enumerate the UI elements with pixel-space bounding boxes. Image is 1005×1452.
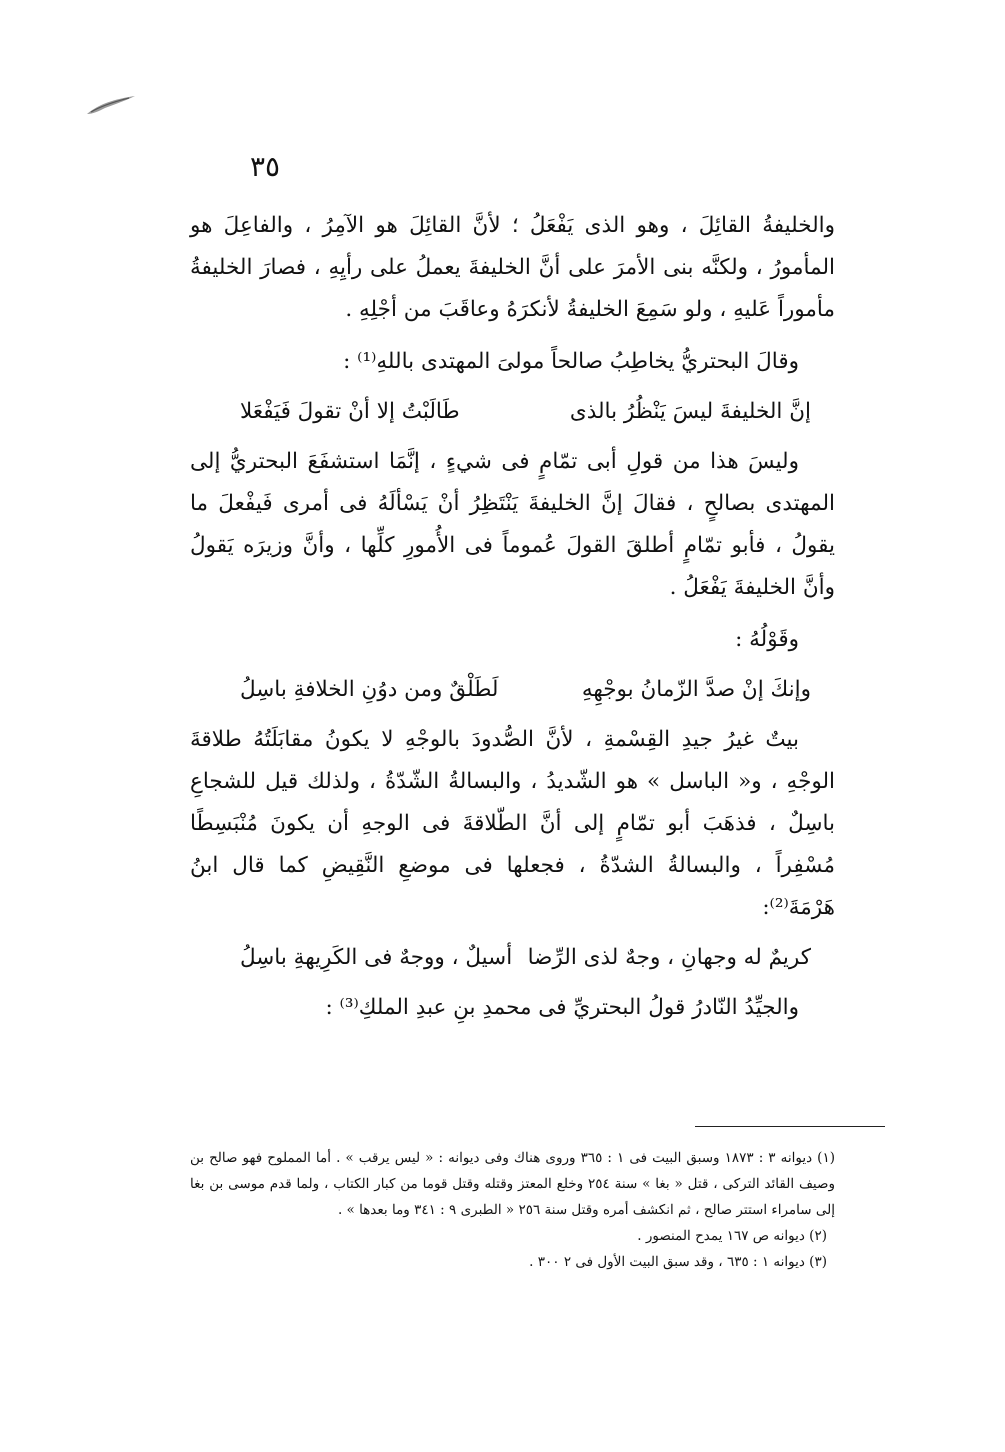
footnote-2: (٢) ديوانه ص ١٦٧ يمدح المنصور . [637, 1228, 827, 1244]
quote-intro-1: وقالَ البحتريُّ يخاطِبُ صالحاً مولىَ المهتدى باللهِ⁽¹⁾ : [343, 349, 799, 374]
ink-smudge-icon [85, 92, 137, 118]
verse-2 [190, 669, 835, 711]
paragraph-3: بيتٌ غيرُ جيدِ القِسْمةِ ، لأنَّ الصُّدودَ بالوجْهِ لا يكونُ مقابَلَتُهُ طلاقةَ الوجْهِ ، و« الباسل » هو الشّديدُ ، والبسالةُ الشّدّةُ ، ولذلك قيل للشجاعِ باسِلٌ ، فذهَبَ أبو تمّامٍ إلى أنَّ الطّلاقةَ فى الوجهِ أن يكونَ مُنْبَسِطًا مُسْفِراً ، والبسالةُ الشدّةُ ، فجعلها فى موضعِ النَّقِيضِ كما قال ابنُ هَرْمَةَ⁽²⁾: [190, 727, 835, 920]
quote-intro-3: والجيِّدُ النّادرُ قولُ البحتريِّ فى محمدِ بنِ عبدِ الملكِ⁽³⁾ : [325, 995, 799, 1020]
footnotes [190, 1145, 835, 1275]
footnote-divider [695, 1126, 885, 1127]
verse-3 [190, 937, 835, 979]
verse-1-second-hemistich: طَالَبْتُ إلا أنْ تقولَ فَيَفْعَلا [240, 399, 460, 424]
verse-1-first-hemistich: إنَّ الخليفةَ ليسَ يَنْظُرُ بالذى [569, 399, 811, 424]
paragraph-2: وليسَ هذا من قولِ أبى تمّامٍ فى شيءٍ ، إنَّمَا استشفَعَ البحتريُّ إلى المهتدى بصالحٍ ، فقالَ إنَّ الخليفةَ يَنْتَظِرُ أنْ يَسْألَهُ فى أمرى فَيفْعلَ ما يقولُ ، فأبو تمّامٍ أطلقَ القولَ عُموماً فى الأُمورِ كلِّها ، وأنَّ وزيرَه يَقولُ وأنَّ الخليفةَ يَفْعَلُ . [190, 449, 835, 600]
verse-2-first-hemistich: وإنكَ إنْ صدَّ الزّمانُ بوجْهِهِ [581, 677, 811, 702]
verse-1 [190, 391, 835, 433]
paragraph-1: والخليفةُ القائِلَ ، وهو الذى يَفْعَلُ ؛ لأنَّ القائِلَ هو الآمِرُ ، والفاعِلَ هو المأمورُ ، ولكنَّه بنى الأمرَ على أنَّ الخليفةَ يعملُ على رأيِهِ ، فصارَ الخليفةُ مأموراً عَليهِ ، ولو سَمِعَ الخليفةُ لأنكرَهُ وعاقَبَ من أجْلِهِ . [190, 213, 835, 322]
footnote-3: (٣) ديوانه ١ : ٦٣٥ ، وقد سبق البيت الأول فى ٢ ٣٠٠ . [529, 1254, 827, 1270]
verse-3-second-hemistich: أسيلٌ ، ووجهٌ فى الكَرِيهةِ باسِلُ [240, 945, 513, 970]
page-number: ٣٥ [249, 150, 281, 183]
verse-3-first-hemistich: كريمٌ له وجهانِ ، وجهٌ لذى الرِّضا [527, 945, 811, 970]
main-text [190, 205, 835, 1029]
quote-intro-2: وقَوْلُهُ : [735, 627, 799, 652]
footnote-1: (١) ديوانه ٣ : ١٨٧٣ وسبق البيت فى ١ : ٣٦٥ وروى هناك وفى ديوانه : « ليس يرقب » . أما المملوح فهو صالح بن وصيف القائد التركى ، قتل « بغا » سنة ٢٥٤ وخلع المعتز وقتله وقتل قوما من كبار الكتاب ، ولما قدم موسى بن بغا إلى سامراء استتر صالح ، ثم انكشف أمره وقتل سنة ٢٥٦ « الطبرى ٩ : ٣٤١ وما بعدها » . [190, 1150, 835, 1218]
verse-2-second-hemistich: لَطَلْقٌ ومن دوُنِ الخلافةِ باسِلُ [240, 677, 499, 702]
